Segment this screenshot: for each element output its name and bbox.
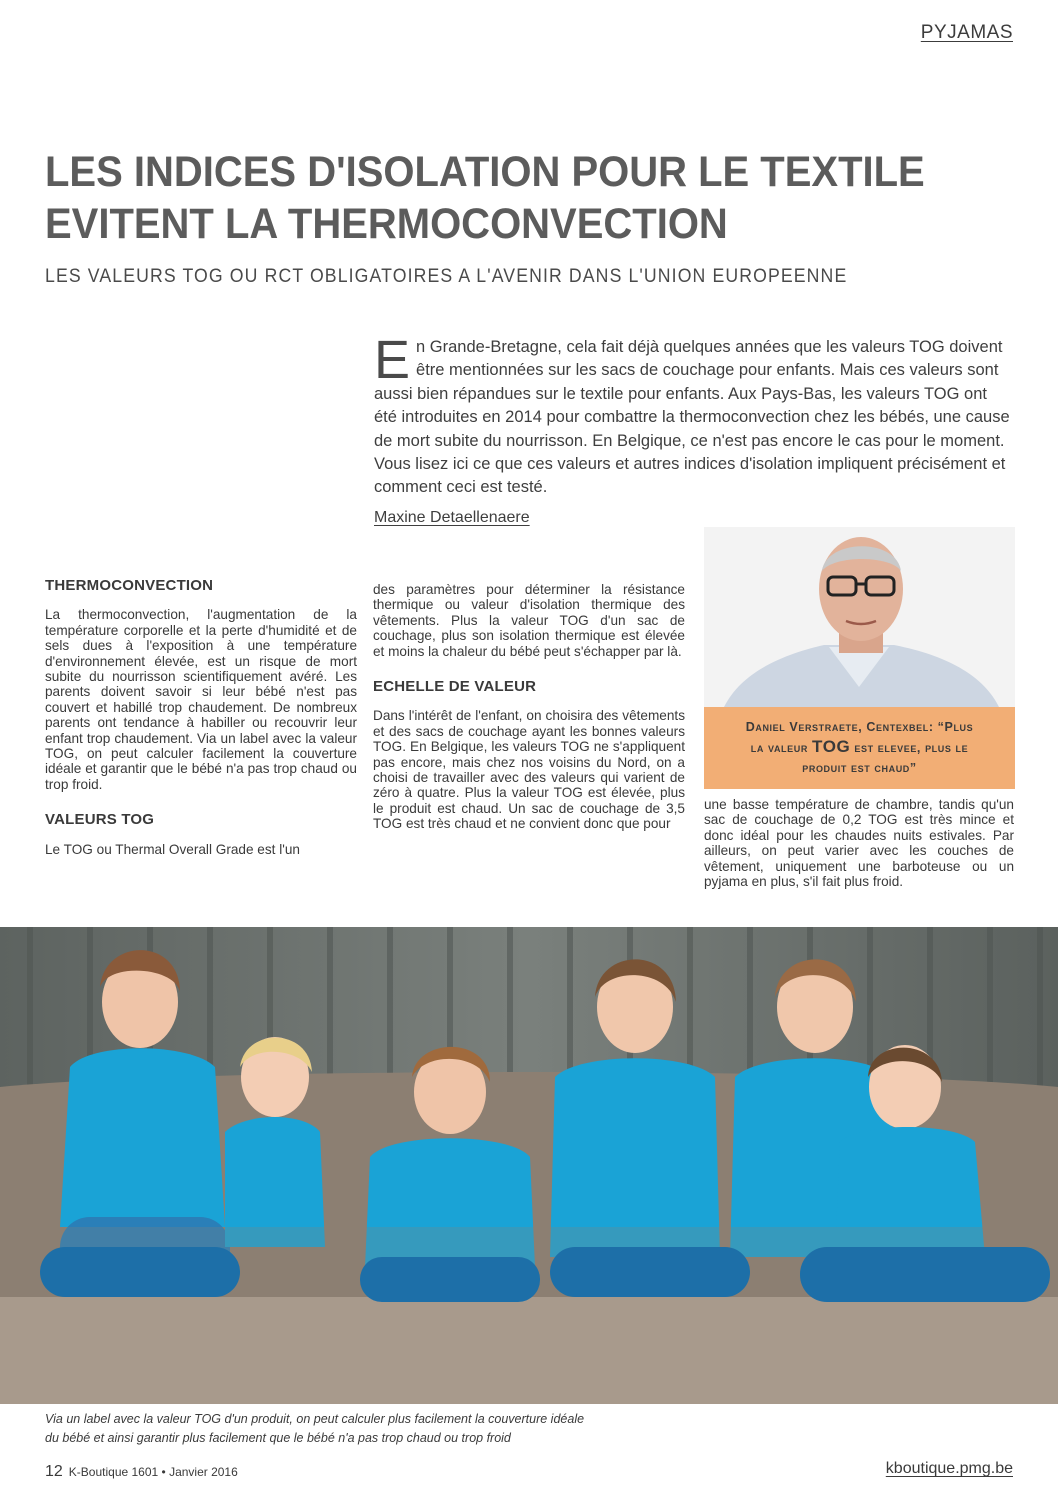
page-number: 12 xyxy=(45,1463,63,1480)
author-byline: Maxine Detaellenaere xyxy=(374,509,530,526)
subtitle: LES VALEURS TOG OU RCT OBLIGATOIRES A L'AVENIR DANS L'UNION EUROPEENNE xyxy=(45,266,848,287)
intro-text: n Grande-Bretagne, cela fait déjà quelques années que les valeurs TOG doivent être mentionnées sur les sacs de couchage pour enfants. Mais ces valeurs sont aussi bien répandues sur le textile pour enfants. Aux Pays-Bas, les valeurs TOG ont été introduites en 2014 pour combattre la thermoconvection chez les bébés, une cause de mort subite du nourrisson. En Belgique, ce n'est pas encore le cas pour le moment. Vous lisez ici ce que ces valeurs et autres indices d'isolation impliquent précisément et comment ceci est testé. xyxy=(374,338,1010,497)
caption-line-2: du bébé et ainsi garantir plus facilement que le bébé n'a pas trop chaud ou trop froid xyxy=(45,1431,511,1445)
paragraph-echelle: Dans l'intérêt de l'enfant, on choisira des vêtements et des sacs de couchage ayant les bonnes valeurs TOG. En Belgique, les valeurs TOG ne s'appliquent pas encore, mais chez nos voisins du Nord, on a choisi de travailler avec des valeurs qui varient de zéro à quatre. Plus la valeur TOG est élevée, plus le produit est chaud. Un sac de couchage de 3,5 TOG est très chaud et ne convient donc que pour xyxy=(373,708,685,832)
column-2 xyxy=(373,582,685,832)
page-title-line-2: EVITENT LA THERMOCONVECTION xyxy=(45,200,728,248)
paragraph-valeurs-tog: Le TOG ou Thermal Overall Grade est l'un xyxy=(45,841,300,857)
page-title-line-1: LES INDICES D'ISOLATION POUR LE TEXTILE xyxy=(45,148,925,196)
intro-paragraph xyxy=(374,330,1014,500)
photo-caption xyxy=(45,1410,685,1448)
heading-valeurs-tog: VALEURS TOG xyxy=(45,811,155,829)
footer-issue-info xyxy=(45,1463,238,1481)
section-label: PYJAMAS xyxy=(920,22,1013,43)
heading-echelle-de-valeur: ECHELLE DE VALEUR xyxy=(373,678,537,696)
pull-quote-line-1: Daniel Verstraete, Centexbel: “Plus xyxy=(745,720,974,734)
pull-quote-line-2: la valeur TOG est elevee, plus le xyxy=(750,737,969,756)
issue-info: K-Boutique 1601 • Janvier 2016 xyxy=(68,1465,238,1479)
footer-website-link[interactable]: kboutique.pmg.be xyxy=(885,1460,1013,1477)
pull-quote xyxy=(704,707,1015,789)
drop-cap: E xyxy=(374,330,411,390)
pull-quote-line-3: produit est chaud” xyxy=(802,761,917,775)
portrait-photo xyxy=(704,527,1015,707)
column-3 xyxy=(704,797,1014,889)
children-pyjamas-photo xyxy=(0,927,1058,1404)
heading-thermoconvection: THERMOCONVECTION xyxy=(45,577,214,594)
paragraph-parametres: des paramètres pour déterminer la résistance thermique ou valeur d'isolation thermique des vêtements. Plus la valeur TOG d'un sac de couchage, plus son isolation thermique est élevée et moins la chaleur du bébé peut s'échapper par là. xyxy=(373,582,685,659)
caption-line-1: Via un label avec la valeur TOG d'un produit, on peut calculer plus facilement la couverture idéale xyxy=(45,1412,585,1426)
paragraph-continuation: une basse température de chambre, tandis qu'un sac de couchage de 0,2 TOG est très mince et donc idéal pour les chaudes nuits estivales. Par ailleurs, on peut varier avec les couches de vêtement, uniquement une barboteuse ou un pyjama en plus, s'il fait plus froid. xyxy=(704,797,1014,890)
column-1 xyxy=(45,578,357,857)
page-title xyxy=(45,146,938,250)
paragraph-thermoconvection: La thermoconvection, l'augmentation de la température corporelle et la perte d'humidité et de sels dues à l'exposition à une température d'environnement élevée, est un risque de mort subite du nourrisson scientifiquement avéré. Les parents doivent savoir si leur bébé n'est pas couvert et habillé trop chaudement. De nombreux parents ont tendance à habiller ou recouvrir leur enfant trop chaudement. Via un label avec la valeur TOG, on peut calculer facilement la couverture idéale et garantir que le bébé n'a pas trop chaud ou trop froid. xyxy=(45,607,357,792)
